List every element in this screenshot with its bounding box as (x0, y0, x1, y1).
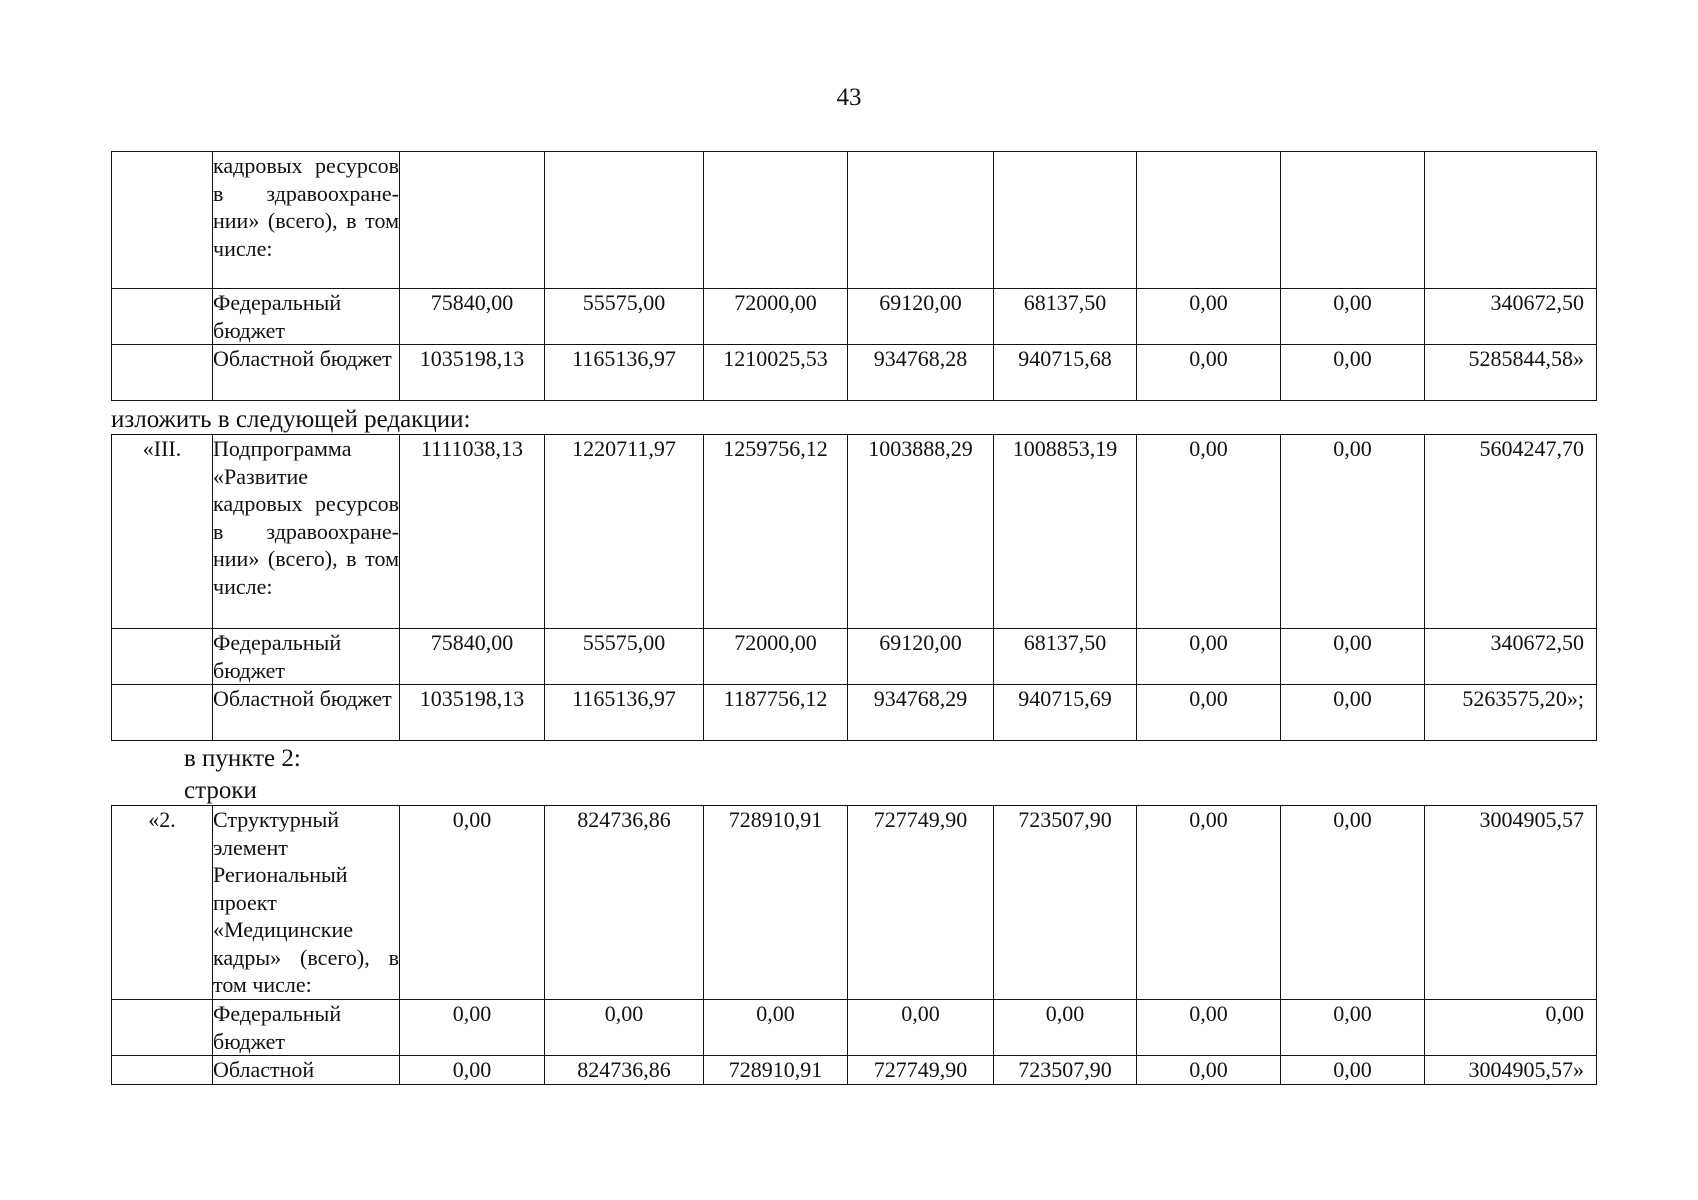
row-value-cell: 1187756,12 (704, 685, 848, 741)
row-value-cell: 55575,00 (545, 289, 704, 345)
row-value-cell: 0,00 (1281, 629, 1425, 685)
table-row (112, 806, 1597, 1000)
row-value-cell: 1008853,19 (994, 435, 1137, 629)
row-code-cell (112, 345, 213, 401)
row-code-cell (112, 152, 213, 289)
row-value-cell: 934768,28 (848, 345, 994, 401)
row-value-cell: 0,00 (400, 1000, 545, 1056)
table-row (112, 435, 1597, 629)
row-value-cell: 723507,90 (994, 806, 1137, 1000)
row-value-cell: 0,00 (1137, 629, 1281, 685)
row-value-cell: 1165136,97 (545, 685, 704, 741)
row-value-cell: 0,00 (1281, 289, 1425, 345)
table-row (112, 345, 1597, 401)
row-value-cell (545, 152, 704, 289)
row-value-cell (400, 152, 545, 289)
table-row (112, 1000, 1597, 1056)
row-value-cell: 1035198,13 (400, 685, 545, 741)
row-code-cell: «III. (112, 435, 213, 629)
row-value-cell: 1210025,53 (704, 345, 848, 401)
row-value-cell: 1035198,13 (400, 345, 545, 401)
row-value-cell: 0,00 (1137, 1056, 1281, 1085)
row-code-cell: «2. (112, 806, 213, 1000)
row-value-cell: 55575,00 (545, 629, 704, 685)
row-value-cell: 72000,00 (704, 629, 848, 685)
row-total-cell: 340672,50 (1425, 629, 1597, 685)
row-value-cell (994, 152, 1137, 289)
row-value-cell: 1003888,29 (848, 435, 994, 629)
row-value-cell: 0,00 (1137, 345, 1281, 401)
row-value-cell: 0,00 (1137, 685, 1281, 741)
row-value-cell: 75840,00 (400, 629, 545, 685)
row-value-cell: 0,00 (1281, 1056, 1425, 1085)
row-value-cell: 727749,90 (848, 806, 994, 1000)
row-value-cell: 0,00 (704, 1000, 848, 1056)
row-value-cell: 0,00 (545, 1000, 704, 1056)
row-total-cell: 5604247,70 (1425, 435, 1597, 629)
row-total-cell (1425, 152, 1597, 289)
table-row (112, 629, 1597, 685)
row-value-cell: 723507,90 (994, 1056, 1137, 1085)
row-value-cell: 0,00 (1281, 685, 1425, 741)
row-name-cell: Областной (213, 1056, 400, 1085)
paragraph-point2: в пункте 2: (184, 745, 301, 772)
row-value-cell: 0,00 (1137, 806, 1281, 1000)
row-value-cell: 0,00 (1137, 435, 1281, 629)
row-value-cell: 75840,00 (400, 289, 545, 345)
row-value-cell: 69120,00 (848, 629, 994, 685)
row-value-cell: 934768,29 (848, 685, 994, 741)
paragraph-redaction: изложить в следующей редакции: (111, 406, 471, 433)
budget-table-new (111, 434, 1597, 741)
row-total-cell: 5285844,58» (1425, 345, 1597, 401)
row-value-cell: 1259756,12 (704, 435, 848, 629)
table-row (112, 289, 1597, 345)
row-code-cell (112, 685, 213, 741)
row-code-cell (112, 1056, 213, 1085)
budget-table-point2 (111, 805, 1597, 1085)
row-value-cell: 1165136,97 (545, 345, 704, 401)
row-value-cell: 0,00 (848, 1000, 994, 1056)
row-value-cell: 728910,91 (704, 1056, 848, 1085)
row-value-cell: 824736,86 (545, 1056, 704, 1085)
row-value-cell: 69120,00 (848, 289, 994, 345)
budget-table-old (111, 151, 1597, 401)
row-name-cell: Федеральный бюджет (213, 629, 400, 685)
row-name-cell: Федеральный бюджет (213, 1000, 400, 1056)
row-value-cell: 940715,68 (994, 345, 1137, 401)
paragraph-rows: строки (184, 777, 257, 804)
row-value-cell (1281, 152, 1425, 289)
row-name-cell: Федеральный бюджет (213, 289, 400, 345)
row-value-cell: 0,00 (1281, 345, 1425, 401)
row-code-cell (112, 629, 213, 685)
row-value-cell: 940715,69 (994, 685, 1137, 741)
row-total-cell: 340672,50 (1425, 289, 1597, 345)
row-value-cell: 68137,50 (994, 289, 1137, 345)
row-total-cell: 0,00 (1425, 1000, 1597, 1056)
row-value-cell: 727749,90 (848, 1056, 994, 1085)
row-name-cell: Подпрограмма «Развитие кадровых ресурсов в здравоохране-нии» (всего), в том числе: (213, 435, 400, 629)
row-value-cell (1137, 152, 1281, 289)
row-code-cell (112, 289, 213, 345)
row-name-cell: Областной бюджет (213, 345, 400, 401)
row-code-cell (112, 1000, 213, 1056)
table-row (112, 685, 1597, 741)
row-value-cell: 0,00 (1281, 435, 1425, 629)
row-value-cell (848, 152, 994, 289)
row-value-cell: 0,00 (1281, 806, 1425, 1000)
row-total-cell: 3004905,57 (1425, 806, 1597, 1000)
row-value-cell (704, 152, 848, 289)
row-value-cell: 1220711,97 (545, 435, 704, 629)
row-value-cell: 0,00 (400, 806, 545, 1000)
row-total-cell: 3004905,57» (1425, 1056, 1597, 1085)
row-value-cell: 0,00 (1137, 1000, 1281, 1056)
table-row (112, 152, 1597, 289)
row-value-cell: 0,00 (1137, 289, 1281, 345)
row-value-cell: 1111038,13 (400, 435, 545, 629)
row-total-cell: 5263575,20»; (1425, 685, 1597, 741)
row-name-cell: кадровых ресурсов в здравоохране-нии» (всего), в том числе: (213, 152, 400, 289)
row-value-cell: 824736,86 (545, 806, 704, 1000)
row-value-cell: 0,00 (994, 1000, 1137, 1056)
row-value-cell: 0,00 (1281, 1000, 1425, 1056)
table-row (112, 1056, 1597, 1085)
row-value-cell: 0,00 (400, 1056, 545, 1085)
row-value-cell: 68137,50 (994, 629, 1137, 685)
row-value-cell: 72000,00 (704, 289, 848, 345)
page-number: 43 (836, 84, 862, 111)
row-value-cell: 728910,91 (704, 806, 848, 1000)
row-name-cell: Областной бюджет (213, 685, 400, 741)
row-name-cell: Структурный элемент Региональный проект «Медицинские кадры» (всего), в том числе: (213, 806, 400, 1000)
